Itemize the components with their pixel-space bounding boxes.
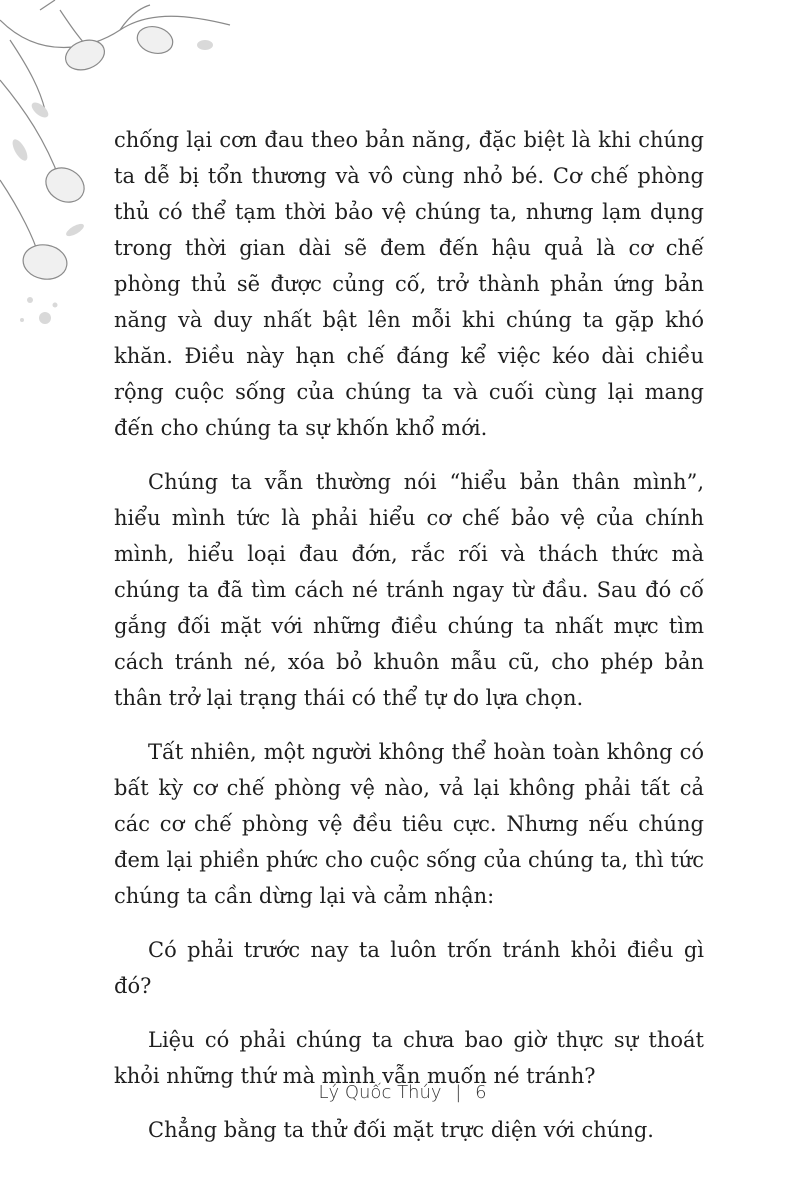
- author-name: Lý Quốc Thúy: [318, 1082, 442, 1103]
- page-footer: [0, 1082, 805, 1103]
- paragraph: chống lại cơn đau theo bản năng, đặc biệt là khi chúng ta dễ bị tổn thương và vô cùng nhỏ bé. Cơ chế phòng thủ có thể tạm thời bảo vệ chúng ta, nhưng lạm dụng trong thời gian dài sẽ đem đến hậu quả là cơ chế phòng thủ sẽ được củng cố, trở thành phản ứng bản năng và duy nhất bật lên mỗi khi chúng ta gặp khó khăn. Điều này hạn chế đáng kể việc kéo dài chiều rộng cuộc sống của chúng ta và cuối cùng lại mang đến cho chúng ta sự khốn khổ mới.: [114, 128, 704, 440]
- paragraph: Có phải trước nay ta luôn trốn tránh khỏi điều gì đó?: [114, 938, 704, 998]
- page-number: 6: [475, 1082, 487, 1103]
- footer-separator: |: [455, 1082, 462, 1103]
- paragraph: Chẳng bằng ta thử đối mặt trực diện với chúng.: [148, 1118, 654, 1142]
- body-text: [114, 122, 704, 1166]
- paragraph: Chúng ta vẫn thường nói “hiểu bản thân mình”, hiểu mình tức là phải hiểu cơ chế bảo vệ của chính mình, hiểu loại đau đớn, rắc rối và thách thức mà chúng ta đã tìm cách né tránh ngay từ đầu. Sau đó cố gắng đối mặt với những điều chúng ta nhất mực tìm cách tránh né, xóa bỏ khuôn mẫu cũ, cho phép bản thân trở lại trạng thái có thể tự do lựa chọn.: [114, 470, 704, 710]
- paragraph: Tất nhiên, một người không thể hoàn toàn không có bất kỳ cơ chế phòng vệ nào, vả lại không phải tất cả các cơ chế phòng vệ đều tiêu cực. Nhưng nếu chúng đem lại phiền phức cho cuộc sống của chúng ta, thì tức chúng ta cần dừng lại và cảm nhận:: [114, 740, 704, 908]
- paragraph: Liệu có phải chúng ta chưa bao giờ thực sự thoát khỏi những thứ mà mình vẫn muốn né tránh?: [114, 1028, 704, 1088]
